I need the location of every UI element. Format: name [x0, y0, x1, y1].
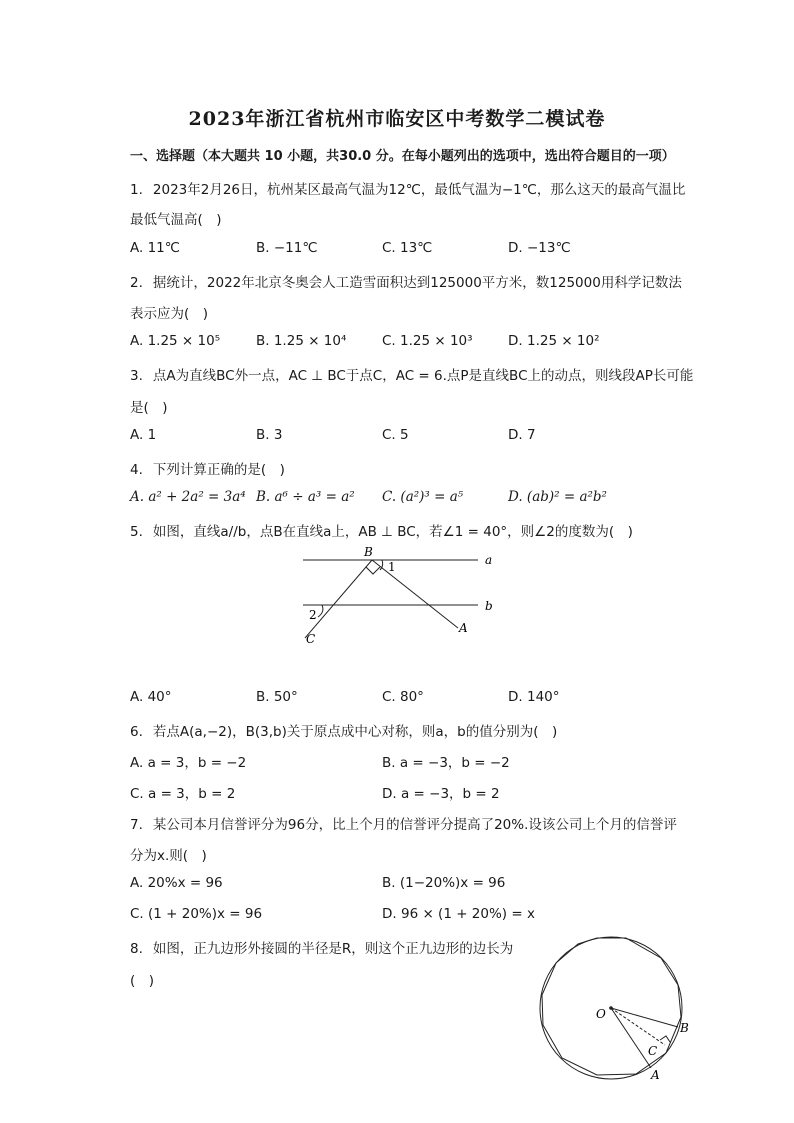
section-heading: 一、选择题（本大题共 10 小题，共30.0 分。在每小题列出的选项中，选出符合题目的一项） — [130, 149, 675, 164]
center-point — [609, 1006, 613, 1010]
question-7-option-d: D. 96 × (1 + 20%) = x — [382, 906, 535, 922]
segment-ob — [611, 1008, 678, 1027]
question-2-text: 据统计，2022年北京冬奥会人工造雪面积达到125000平方米，数125000用科学记数法 — [152, 275, 682, 291]
label-A: A — [459, 621, 468, 635]
question-4-option-d: D. (ab)² = a²b² — [508, 489, 607, 505]
question-5-option-a: A. 40° — [130, 689, 172, 705]
question-5-option-d: D. 140° — [508, 689, 560, 705]
question-6-option-c: C. a = 3，b = 2 — [130, 786, 236, 802]
question-6-text: 若点A(a,−2)，B(3,b)关于原点成中心对称，则a，b的值分别为( ) — [152, 724, 558, 740]
label-C8: C — [648, 1044, 658, 1058]
label-C: C — [306, 632, 316, 646]
label-a: a — [485, 553, 493, 567]
question-1-number: 1. — [130, 182, 143, 198]
question-3-line-2: 是( ) — [130, 400, 168, 416]
question-3-option-d: D. 7 — [508, 427, 536, 443]
question-3-option-c: C. 5 — [382, 427, 409, 443]
question-7-text: 某公司本月信誉评分为96分，比上个月的信誉评分提高了20%.设该公司上个月的信誉评 — [152, 817, 677, 833]
label-angle-2: 2 — [309, 608, 317, 622]
page-title: 2023年浙江省杭州市临安区中考数学二模试卷 — [188, 108, 606, 130]
question-6-option-b: B. a = −3，b = −2 — [382, 755, 510, 771]
question-1-option-c: C. 13℃ — [382, 240, 433, 256]
question-4-option-c: C. (a²)³ = a⁵ — [382, 489, 464, 505]
question-1-line-2: 最低气温高( ) — [130, 212, 222, 228]
question-3-number: 3. — [130, 368, 143, 384]
question-5-number: 5. — [130, 524, 143, 540]
question-6-option-d: D. a = −3，b = 2 — [382, 786, 500, 802]
question-3-text: 点A为直线BC外一点，AC ⊥ BC于点C，AC = 6.点P是直线BC上的动点，则线段AP长可能 — [152, 368, 694, 384]
question-4-number: 4. — [130, 462, 143, 478]
label-B8: B — [680, 1021, 689, 1035]
question-1-option-a: A. 11℃ — [130, 240, 180, 256]
question-4-option-a: A. a² + 2a² = 3a⁴ — [130, 489, 246, 505]
question-6-number: 6. — [130, 724, 143, 740]
question-2-option-c: C. 1.25 × 10³ — [382, 333, 473, 349]
question-8-line-2: ( ) — [130, 973, 155, 989]
question-5-text: 如图，直线a//b，点B在直线a上，AB ⊥ BC，若∠1 = 40°，则∠2的度数为( ) — [152, 524, 633, 540]
right-angle-mark-c — [660, 1036, 670, 1042]
segment-oc — [611, 1008, 665, 1045]
question-7-option-a: A. 20%x = 96 — [130, 875, 223, 891]
question-2-option-a: A. 1.25 × 10⁵ — [130, 333, 221, 349]
question-5-option-c: C. 80° — [382, 689, 424, 705]
question-1-option-d: D. −13℃ — [508, 240, 571, 256]
question-6-option-a: A. a = 3，b = −2 — [130, 755, 247, 771]
question-5-option-b: B. 50° — [256, 689, 298, 705]
question-7-line-2: 分为x.则( ) — [130, 848, 207, 864]
segment-oa — [611, 1008, 651, 1068]
question-2-option-d: D. 1.25 × 10² — [508, 333, 600, 349]
label-A8: A — [651, 1068, 660, 1082]
question-7-option-b: B. (1−20%)x = 96 — [382, 875, 506, 891]
question-7-number: 7. — [130, 817, 143, 833]
question-1-text: 2023年2月26日，杭州某区最高气温为12℃，最低气温为−1℃，那么这天的最高气温比 — [152, 182, 686, 198]
label-angle-1: 1 — [388, 560, 396, 574]
question-1-option-b: B. −11℃ — [256, 240, 318, 256]
label-O: O — [596, 1007, 606, 1021]
question-3-option-b: B. 3 — [256, 427, 283, 443]
question-4-option-b: B. a⁶ ÷ a³ = a² — [256, 489, 355, 505]
question-2-line-2: 表示应为( ) — [130, 306, 209, 322]
question-8-text: 如图，正九边形外接圆的半径是R，则这个正九边形的边长为 — [152, 941, 514, 957]
question-3-option-a: A. 1 — [130, 427, 157, 443]
label-B: B — [364, 545, 373, 559]
question-4-text: 下列计算正确的是( ) — [152, 462, 285, 478]
question-7-option-c: C. (1 + 20%)x = 96 — [130, 906, 263, 922]
question-2-number: 2. — [130, 275, 143, 291]
question-8-number: 8. — [130, 941, 143, 957]
label-b: b — [485, 599, 493, 613]
question-2-option-b: B. 1.25 × 10⁴ — [256, 333, 347, 349]
